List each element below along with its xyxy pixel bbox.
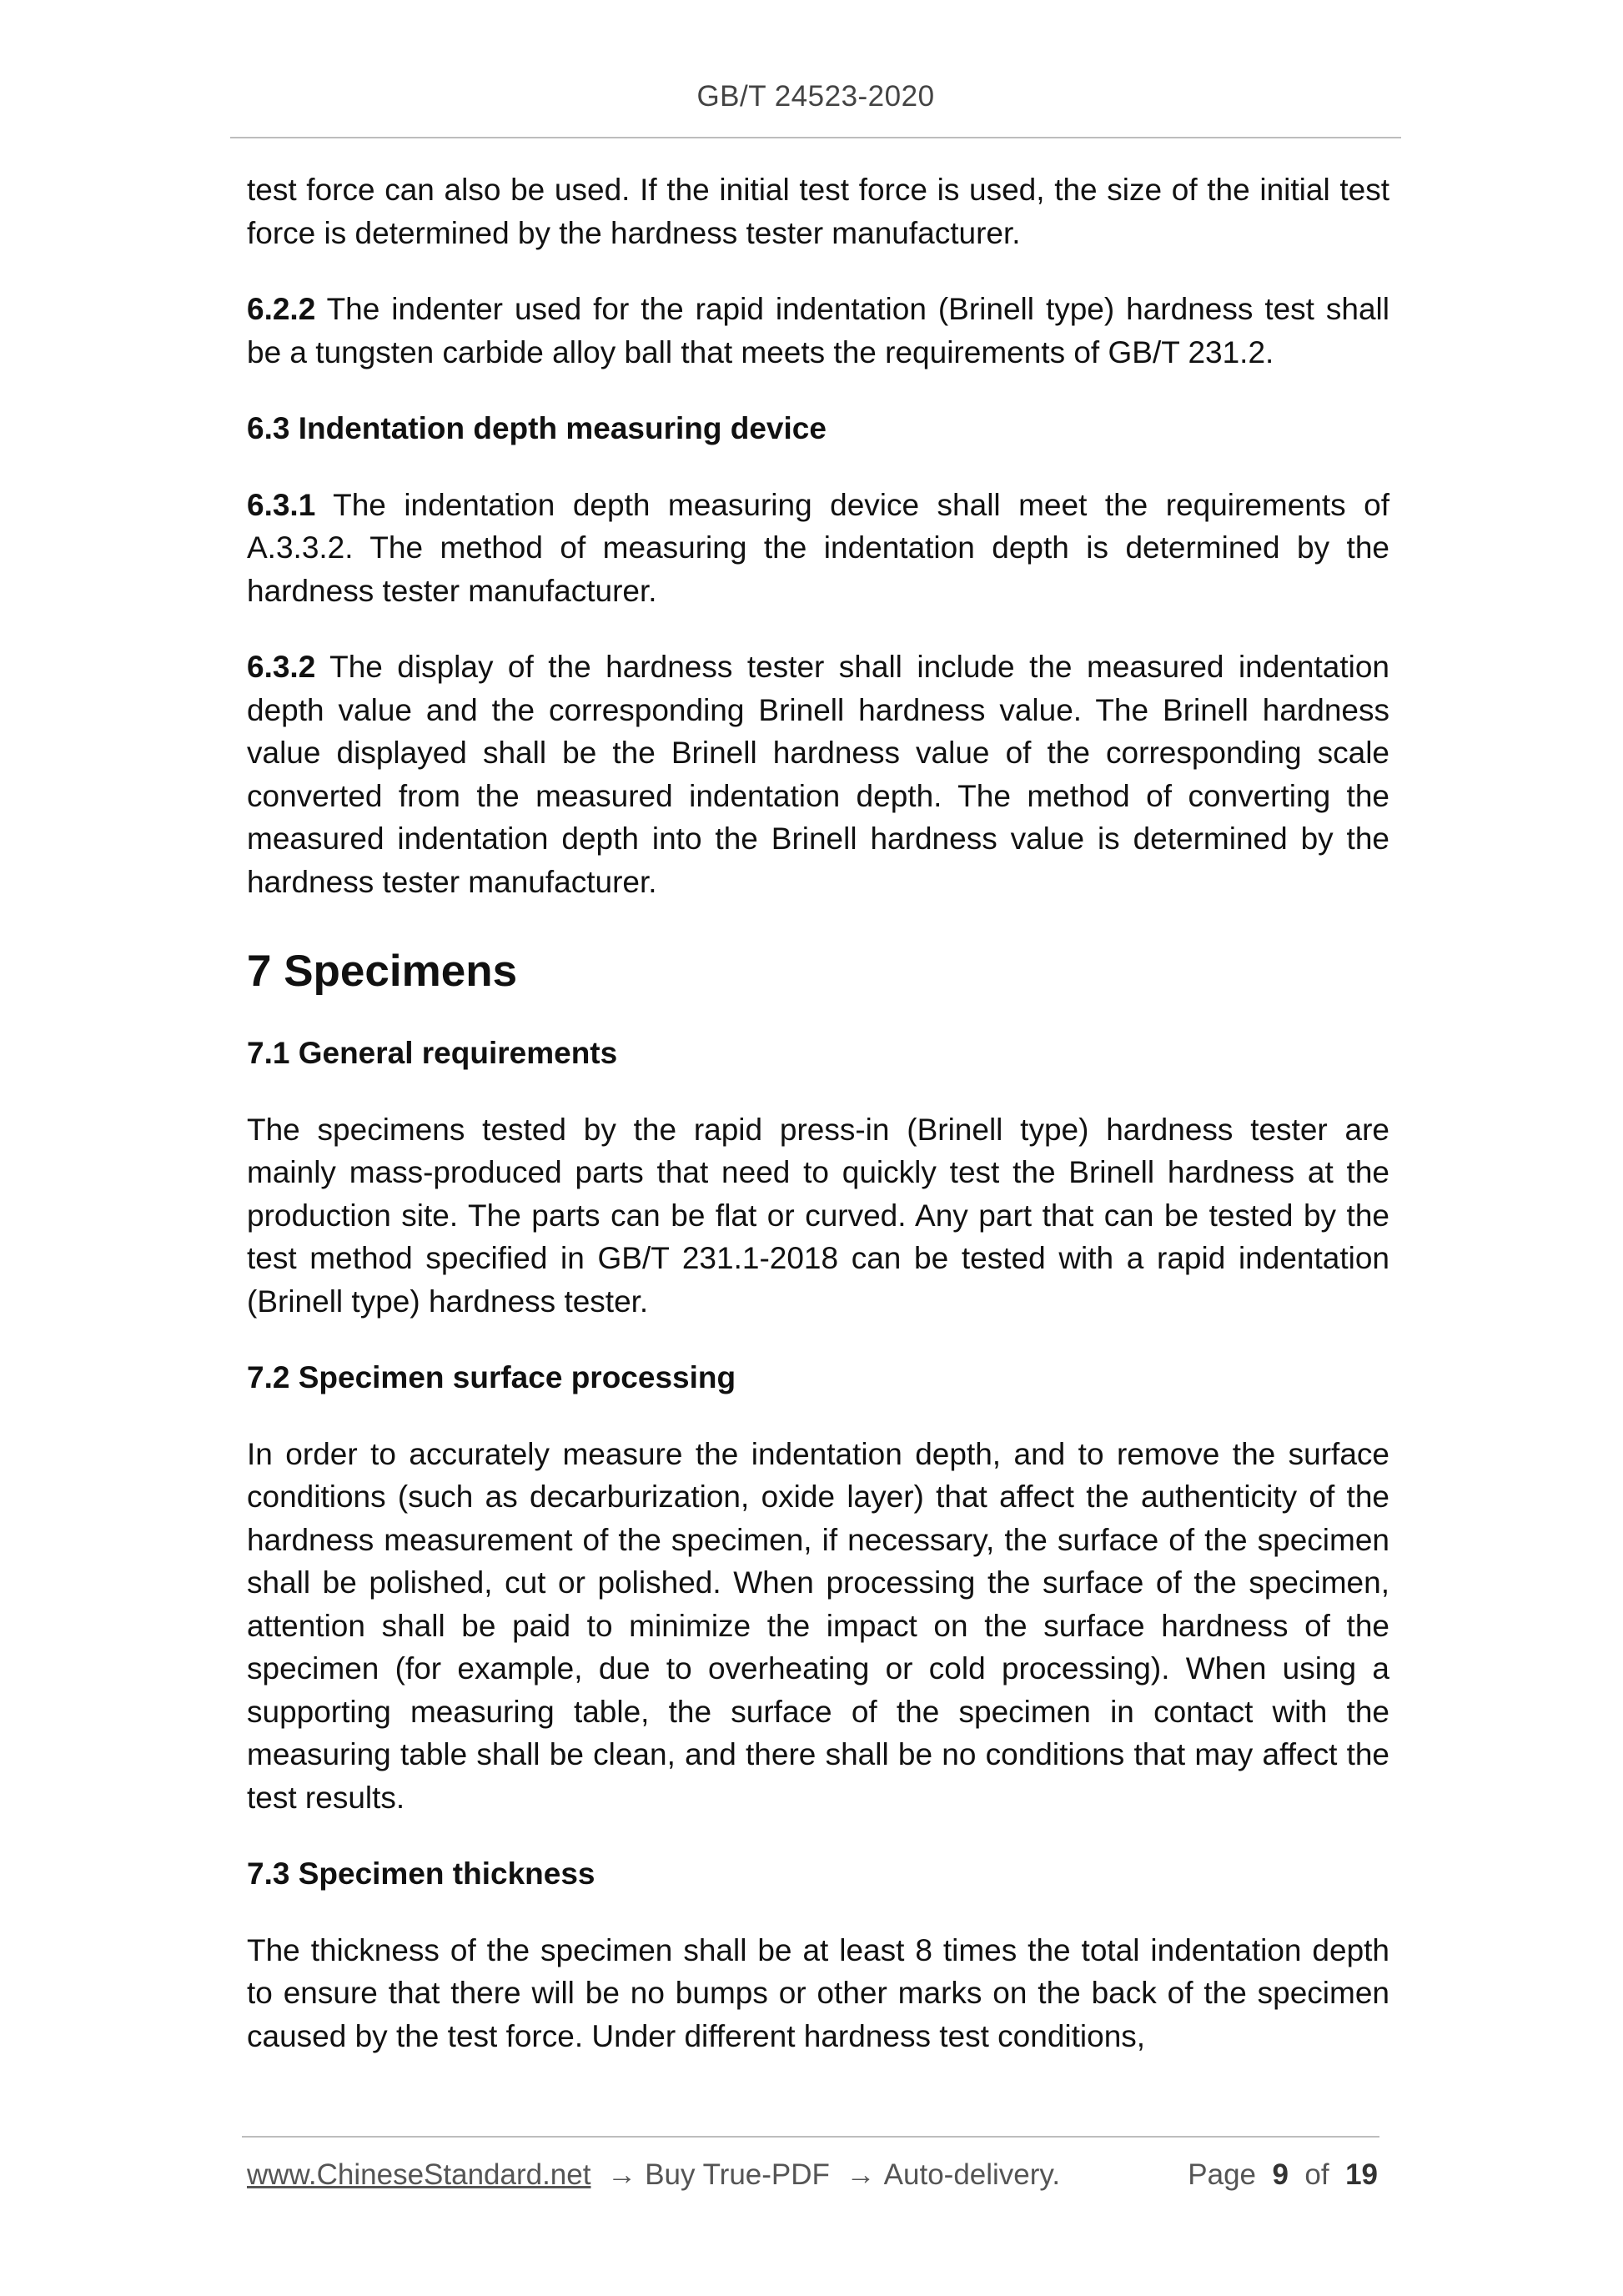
paragraph-7-2: In order to accurately measure the indentation depth, and to remove the surface conditions (such as decarburization, oxide layer) that affect the authenticity of the hardness measurement of the specimen, if necessary, the surface of the specimen shall be polished, cut or polished. When processing the surface of the specimen, attention shall be paid to minimize the impact on the surface hardness of the specimen (for example, due to overheating or cold processing). When using a supporting measuring table, the surface of the specimen in contact with the measuring table shall be clean, and there shall be no conditions that may affect the test results. [247, 1436, 1389, 1815]
section-heading-6-3: 6.3 Indentation depth measuring device [247, 411, 827, 445]
arrow-right-icon: → [607, 2158, 637, 2191]
document-header: GB/T 24523-2020 [696, 80, 935, 113]
header-divider [230, 137, 1401, 138]
page-of: of [1304, 2158, 1329, 2191]
footer-divider [242, 2136, 1379, 2138]
footer-promo [247, 2157, 1060, 2193]
clause-text: The display of the hardness tester shall include the measured indentation depth value and the corresponding Brinell hardness value. The Brinell hardness value displayed shall be the Brinell hardness value of the corresponding scale converted from the measured indentation depth. The method of converting the measured indentation depth into the Brinell hardness value is determined by the hardness tester manufacturer. [247, 650, 1389, 899]
section-heading-7-1: 7.1 General requirements [247, 1036, 618, 1070]
clause-number: 6.2.2 [247, 292, 316, 326]
clause-text: The indentation depth measuring device shall meet the requirements of A.3.3.2. The method of measuring the indentation depth is determined by the hardness tester manufacturer. [247, 487, 1389, 608]
page-label: Page [1188, 2158, 1257, 2191]
page-indicator [1188, 2157, 1378, 2193]
section-heading-7-2: 7.2 Specimen surface processing [247, 1360, 736, 1394]
page-total: 19 [1345, 2158, 1378, 2191]
delivery-text: Auto-delivery. [883, 2158, 1061, 2191]
section-heading-7-3: 7.3 Specimen thickness [247, 1856, 595, 1891]
continued-paragraph: test force can also be used. If the initial test force is used, the size of the initial test force is determined by the hardness tester manufacturer. [247, 173, 1389, 250]
clause-6-2-2 [247, 288, 1389, 374]
arrow-right-icon: → [846, 2158, 876, 2191]
clause-number: 6.3.2 [247, 650, 316, 684]
page-current: 9 [1272, 2158, 1289, 2191]
website-link[interactable]: www.ChineseStandard.net [247, 2158, 591, 2191]
buy-text: Buy True-PDF [645, 2158, 830, 2191]
document-body [247, 168, 1389, 2091]
clause-number: 6.3.1 [247, 487, 316, 522]
clause-6-3-2 [247, 646, 1389, 903]
clause-text: The indenter used for the rapid indentation (Brinell type) hardness test shall be a tungsten carbide alloy ball that meets the requirements of GB/T 231.2. [247, 292, 1389, 369]
paragraph-7-1: The specimens tested by the rapid press-in (Brinell type) hardness tester are mainly mass-produced parts that need to quickly test the Brinell hardness at the production site. The parts can be flat or curved. Any part that can be tested by the test method specified in GB/T 231.1-2018 can be tested with a rapid indentation (Brinell type) hardness tester. [247, 1112, 1389, 1319]
paragraph-7-3: The thickness of the specimen shall be at least 8 times the total indentation depth to ensure that there will be no bumps or other marks on the back of the specimen caused by the test force. Under different hardness test conditions, [247, 1932, 1389, 2053]
clause-6-3-1 [247, 484, 1389, 613]
chapter-heading-7: 7 Specimens [247, 947, 518, 996]
